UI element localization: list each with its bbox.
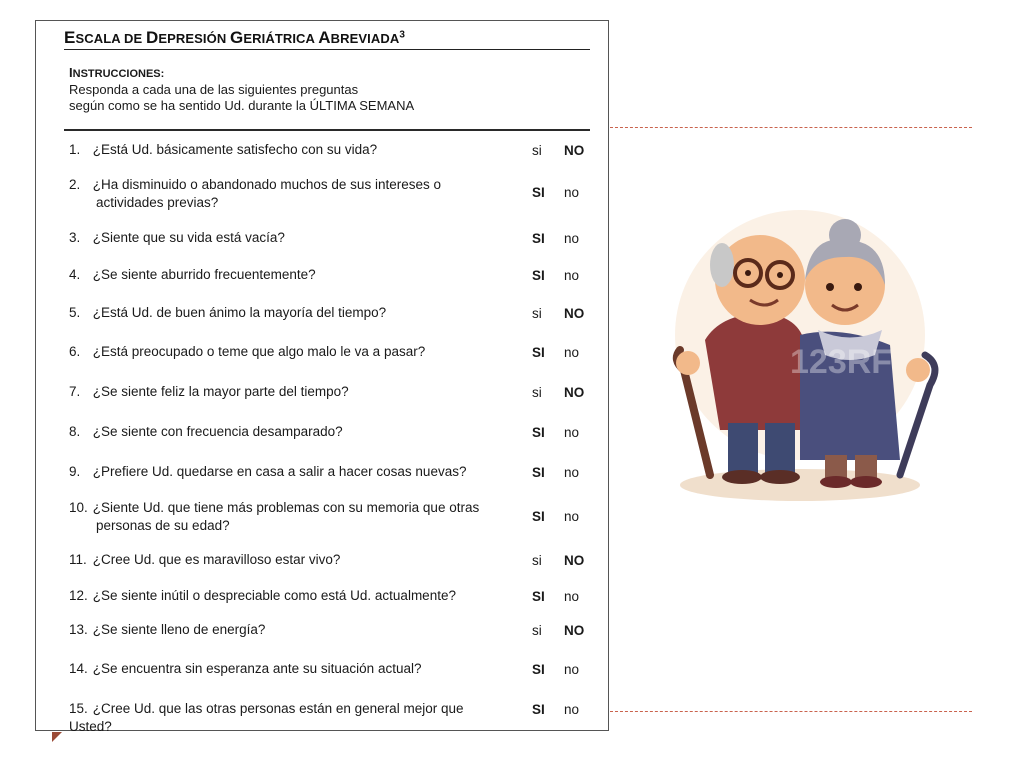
- answer-si: SI: [532, 345, 545, 360]
- instructions-line-1: Responda a cada una de las siguientes preguntas: [69, 82, 359, 97]
- instructions-block: [69, 65, 414, 114]
- answer-no: no: [564, 185, 580, 200]
- answer-si: SI: [532, 425, 545, 440]
- answer-no: no: [564, 425, 580, 440]
- document-title: ESCALA DE DEPRESIÓN GERIÁTRICA ABREVIADA$^3$: [64, 28, 406, 47]
- question-item: [69, 423, 499, 441]
- answer-no: NO: [564, 553, 585, 568]
- answer-si: SI: [532, 231, 545, 246]
- question-number: 9.: [69, 464, 81, 479]
- question-item: [69, 499, 499, 535]
- answer-no: no: [564, 465, 580, 480]
- question-item: [69, 621, 499, 639]
- answer-si: si: [532, 385, 542, 400]
- instructions-heading: INSTRUCCIONES:: [69, 65, 165, 80]
- question-line-1: ¿Cree Ud. que las otras personas están en general mejor que Usted?: [69, 701, 464, 734]
- question-text: [69, 343, 499, 361]
- question-text: [69, 304, 499, 322]
- question-text: [69, 141, 499, 159]
- answer-no: no: [564, 509, 580, 524]
- question-text: [69, 383, 499, 401]
- question-number: 12.: [69, 588, 88, 603]
- question-item: [69, 551, 499, 569]
- question-item: [69, 587, 499, 605]
- elderly-couple-illustration-icon: [650, 195, 960, 515]
- question-number: 14.: [69, 661, 88, 676]
- question-line-1: ¿Está Ud. básicamente satisfecho con su vida?: [92, 142, 378, 157]
- answer-no: no: [564, 268, 580, 283]
- question-item: [69, 176, 499, 212]
- question-line-1: ¿Está preocupado o teme que algo malo le va a pasar?: [92, 344, 426, 359]
- watermark: 123RF: [790, 343, 893, 381]
- question-line-1: ¿Se siente lleno de energía?: [92, 622, 266, 637]
- answer-si: SI: [532, 465, 545, 480]
- question-line-1: ¿Está Ud. de buen ánimo la mayoría del tiempo?: [92, 305, 387, 320]
- title-underline: [64, 49, 590, 50]
- question-number: 13.: [69, 622, 88, 637]
- question-text: [69, 551, 499, 569]
- answer-no: no: [564, 662, 580, 677]
- question-number: 11.: [69, 552, 87, 567]
- question-number: 7.: [69, 384, 81, 399]
- question-line-1: ¿Se siente con frecuencia desamparado?: [92, 424, 343, 439]
- question-item: [69, 383, 499, 401]
- answer-no: NO: [564, 143, 585, 158]
- answer-si: SI: [532, 268, 545, 283]
- answer-no: no: [564, 702, 580, 717]
- question-number: 6.: [69, 344, 81, 359]
- answer-si: si: [532, 143, 542, 158]
- decorative-dashed-line-bottom: [610, 711, 972, 712]
- question-item: [69, 141, 499, 159]
- question-line-1: ¿Siente que su vida está vacía?: [92, 230, 285, 245]
- question-item: [69, 463, 499, 481]
- answer-no: no: [564, 345, 580, 360]
- question-text: [69, 423, 499, 441]
- decorative-dashed-line-top: [610, 127, 972, 128]
- question-number: 15.: [69, 701, 88, 716]
- question-item: [69, 660, 499, 678]
- question-text: [69, 621, 499, 639]
- question-number: 1.: [69, 142, 81, 157]
- answer-si: SI: [532, 702, 545, 717]
- answer-si: si: [532, 306, 542, 321]
- answer-no: no: [564, 231, 580, 246]
- question-line-1: ¿Cree Ud. que es maravilloso estar vivo?: [92, 552, 341, 567]
- answer-no: NO: [564, 306, 585, 321]
- question-item: [69, 304, 499, 322]
- question-line-2: personas de su edad?: [96, 518, 230, 533]
- question-text: [69, 176, 499, 194]
- question-number: 2.: [69, 177, 81, 192]
- question-text: [69, 499, 499, 517]
- question-line-2: actividades previas?: [96, 195, 219, 210]
- question-item: [69, 266, 499, 284]
- question-text: [69, 587, 499, 605]
- answer-si: SI: [532, 662, 545, 677]
- question-number: 4.: [69, 267, 81, 282]
- question-line-1: ¿Siente Ud. que tiene más problemas con su memoria que otras: [92, 500, 480, 515]
- question-text: [69, 660, 499, 678]
- question-text: [69, 463, 499, 481]
- answer-no: no: [564, 589, 580, 604]
- instructions-line-2: según como se ha sentido Ud. durante la ÚLTIMA SEMANA: [69, 98, 415, 113]
- answer-si: SI: [532, 589, 545, 604]
- answer-si: SI: [532, 509, 545, 524]
- question-line-1: ¿Ha disminuido o abandonado muchos de sus intereses o: [92, 177, 441, 192]
- question-number: 5.: [69, 305, 81, 320]
- question-line-1: ¿Se siente aburrido frecuentemente?: [92, 267, 316, 282]
- question-number: 8.: [69, 424, 81, 439]
- slide-corner-marker: [52, 732, 62, 742]
- answer-si: si: [532, 623, 542, 638]
- question-line-1: ¿Se siente feliz la mayor parte del tiempo?: [92, 384, 349, 399]
- questions-divider: [64, 129, 590, 131]
- question-line-1: ¿Prefiere Ud. quedarse en casa a salir a hacer cosas nuevas?: [92, 464, 467, 479]
- question-item: [69, 700, 499, 736]
- question-number: 3.: [69, 230, 81, 245]
- question-text: [69, 266, 499, 284]
- question-text: [69, 700, 499, 736]
- answer-no: NO: [564, 623, 585, 638]
- question-number: 10.: [69, 500, 88, 515]
- question-item: [69, 343, 499, 361]
- depression-scale-document: [35, 20, 609, 734]
- question-text: [69, 229, 499, 247]
- question-line-1: ¿Se encuentra sin esperanza ante su situación actual?: [92, 661, 422, 676]
- question-line-1: ¿Se siente inútil o despreciable como está Ud. actualmente?: [92, 588, 456, 603]
- answer-si: si: [532, 553, 542, 568]
- answer-si: SI: [532, 185, 545, 200]
- question-item: [69, 229, 499, 247]
- answer-no: NO: [564, 385, 585, 400]
